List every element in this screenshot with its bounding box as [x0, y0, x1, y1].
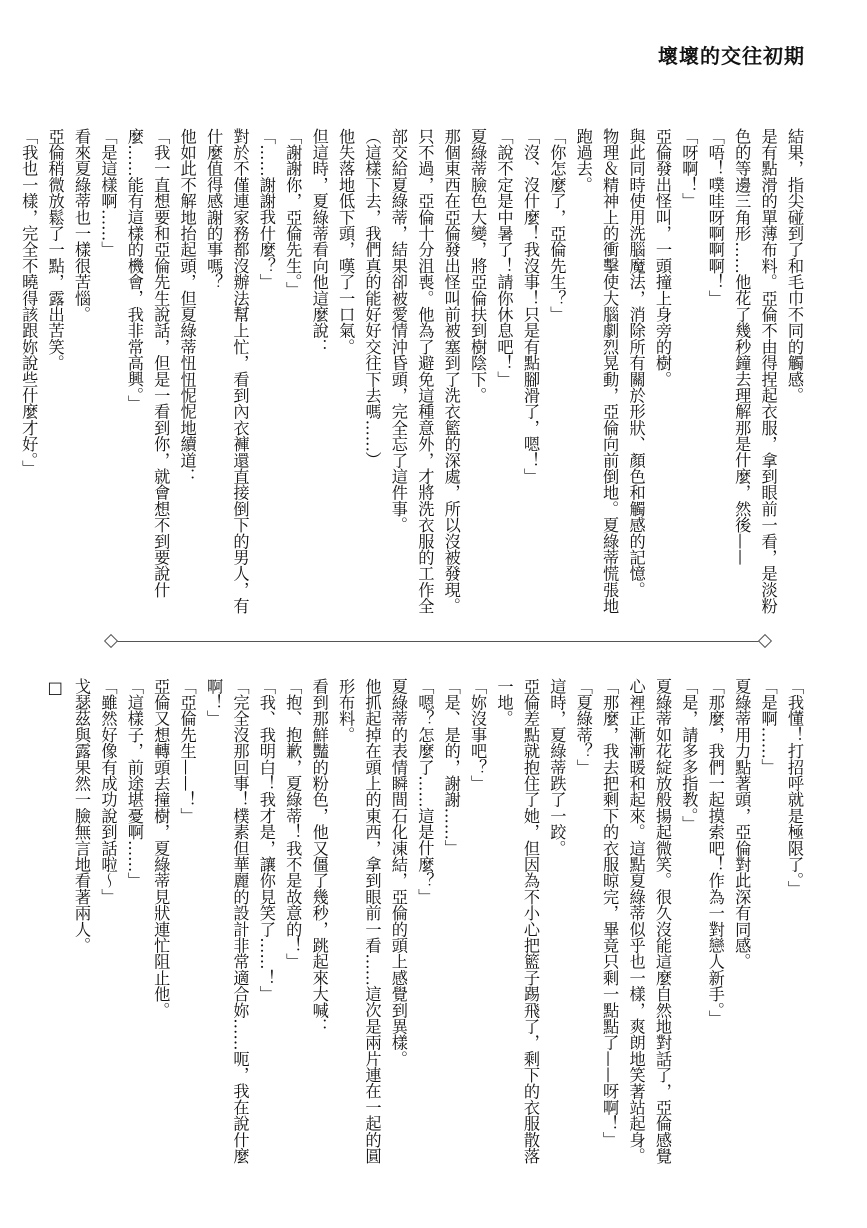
text-column: 「是這樣啊……」: [98, 128, 118, 258]
text-column: 「你怎麼了，亞倫先生？」: [547, 128, 567, 323]
text-column: 跑過去。: [573, 128, 593, 193]
text-column: 「唔！噗哇呀啊啊啊！」: [705, 128, 725, 307]
text-column: 「呀啊！」: [679, 128, 699, 209]
text-column: 「雖然好像有成功說到話啦～」: [98, 678, 118, 905]
top-text-block: [15, 128, 807, 628]
text-column: 看來夏綠蒂也一樣很苦惱。: [72, 128, 92, 323]
text-column: 他如此不解地抬起頭，但夏綠蒂忸忸怩怩地續道：: [177, 128, 197, 485]
text-column: 「謝謝你，亞倫先生。」: [283, 128, 303, 299]
text-column: 「亞倫先生——！」: [177, 678, 197, 824]
text-column: 「是啊……」: [758, 678, 778, 776]
text-column: 「那麼，我們一起摸索吧！作為一對戀人新手。」: [705, 678, 725, 1027]
text-column: 夏綠蒂如花綻放般揚起微笑。很久沒能這麼自然地對話了，亞倫感覺: [652, 678, 672, 1164]
text-column: 「……謝謝我什麼？」: [256, 128, 276, 290]
text-column: 結果，指尖碰到了和毛巾不同的觸感。: [785, 128, 804, 404]
text-column: 戈瑟茲與露果然一臉無言地看著兩人。: [72, 678, 92, 954]
text-column: 亞倫差點就抱住了她，但因為不小心把籃子踢飛了，剩下的衣服散落: [520, 678, 540, 1164]
text-column: 夏綠蒂臉色大變，將亞倫扶到樹陰下。: [468, 128, 488, 404]
text-column: 「那麼，我去把剩下的衣服晾完，畢竟只剩一點點了——呀啊！」: [600, 678, 620, 1148]
text-column: 色的等邊三角形……他花了幾秒鐘去理解那是什麼，然後——: [732, 128, 752, 566]
text-column: 心裡正漸漸暖和起來。這點夏綠蒂似乎也一樣，爽朗地笑著站起身。: [626, 678, 646, 1164]
text-column: 什麼值得感謝的事嗎？: [204, 128, 224, 290]
text-column: 麼……能有這樣的機會，我非常高興。」: [124, 128, 144, 412]
text-column: 啊！」: [204, 678, 224, 727]
text-column: 「我懂！打招呼就是極限了。」: [785, 678, 804, 897]
chapter-header: 壞壞的交往初期: [658, 44, 805, 68]
text-column: 「我也一樣，完全不曉得該跟妳說些什麼才好。」: [19, 128, 39, 477]
text-column: 物理＆精神上的衝擊使大腦劇烈晃動，亞倫向前倒地。夏綠蒂慌張地: [600, 128, 620, 614]
text-column: 「抱、抱歉，夏綠蒂！我不是故意的！」: [283, 678, 303, 970]
text-column: 部交給夏綠蒂，結果卻被愛情沖昏頭，完全忘了這件事。: [388, 128, 408, 533]
text-column: 那個東西在亞倫發出怪叫前被塞到了洗衣籃的深處，所以沒被發現。: [441, 128, 461, 614]
text-column: 「妳沒事吧？」: [468, 678, 488, 792]
text-column: 這時，夏綠蒂跌了一跤。: [547, 678, 567, 857]
text-column: 只不過，亞倫十分沮喪。他為了避免這種意外，才將洗衣服的工作全: [415, 128, 435, 614]
text-column: （這樣下去，我們真的能好好交往下去嗎……）: [362, 128, 382, 469]
text-column: □: [45, 678, 65, 697]
text-column: 形布料。: [336, 678, 356, 743]
bottom-text-block: [41, 678, 807, 1198]
text-column: 「說不定是中暑了！請你休息吧！」: [494, 128, 514, 388]
text-column: 「是、是的，謝謝……」: [441, 678, 461, 857]
text-column: 「沒、沒什麼！我沒事！只是有點腳滑了，嗯！」: [520, 128, 540, 485]
text-column: 亞倫稍微放鬆了一點，露出苦笑。: [45, 128, 65, 371]
text-column: 「夏綠蒂？」: [573, 678, 593, 776]
text-column: 但這時，夏綠蒂看向他這麼說：: [309, 128, 329, 355]
text-column: 與此同時使用洗腦魔法，消除所有關於形狀、顏色和觸感的記憶。: [626, 128, 646, 598]
text-column: 「這樣子，前途堪憂啊……」: [124, 678, 144, 889]
text-column: 「是，請多多指教。」: [679, 678, 699, 832]
text-column: 「完全沒那回事！樸素但華麗的設計非常適合妳……呃，我在說什麼: [230, 678, 250, 1164]
text-column: 亞倫發出怪叫，一頭撞上身旁的樹。: [652, 128, 672, 388]
text-column: 是有點滑的單薄布料。亞倫不由得捏起衣服，拿到眼前一看，是淡粉: [758, 128, 778, 614]
text-column: 他失落地低下頭，嘆了一口氣。: [336, 128, 356, 355]
text-column: 「我一直想要和亞倫先生說話，但是一看到你，就會想不到要說什: [151, 128, 171, 598]
text-column: 「我、我明白！我才是，讓你見笑了……！」: [256, 678, 276, 1002]
text-column: 一地。: [494, 678, 514, 727]
text-column: 他抓起掉在頭上的東西，拿到眼前一看……這次是兩片連在一起的圓: [362, 678, 382, 1164]
text-column: 亞倫又想轉頭去撞樹，夏綠蒂見狀連忙阻止他。: [151, 678, 171, 1019]
text-column: 對於不僅連家務都沒辦法幫上忙，看到內衣褲還直接倒下的男人，有: [230, 128, 250, 614]
divider-right-ornament: [758, 634, 772, 648]
text-column: 夏綠蒂用力點著頭，亞倫對此深有同感。: [732, 678, 752, 970]
text-column: 「嗯？怎麼了……這是什麼？」: [415, 678, 435, 905]
text-column: 夏綠蒂的表情瞬間石化凍結，亞倫的頭上感覺到異樣。: [388, 678, 408, 1067]
section-divider: [112, 641, 766, 642]
divider-left-ornament: [104, 634, 118, 648]
text-column: 看到那鮮豔的粉色，他又僵了幾秒，跳起來大喊：: [309, 678, 329, 1035]
